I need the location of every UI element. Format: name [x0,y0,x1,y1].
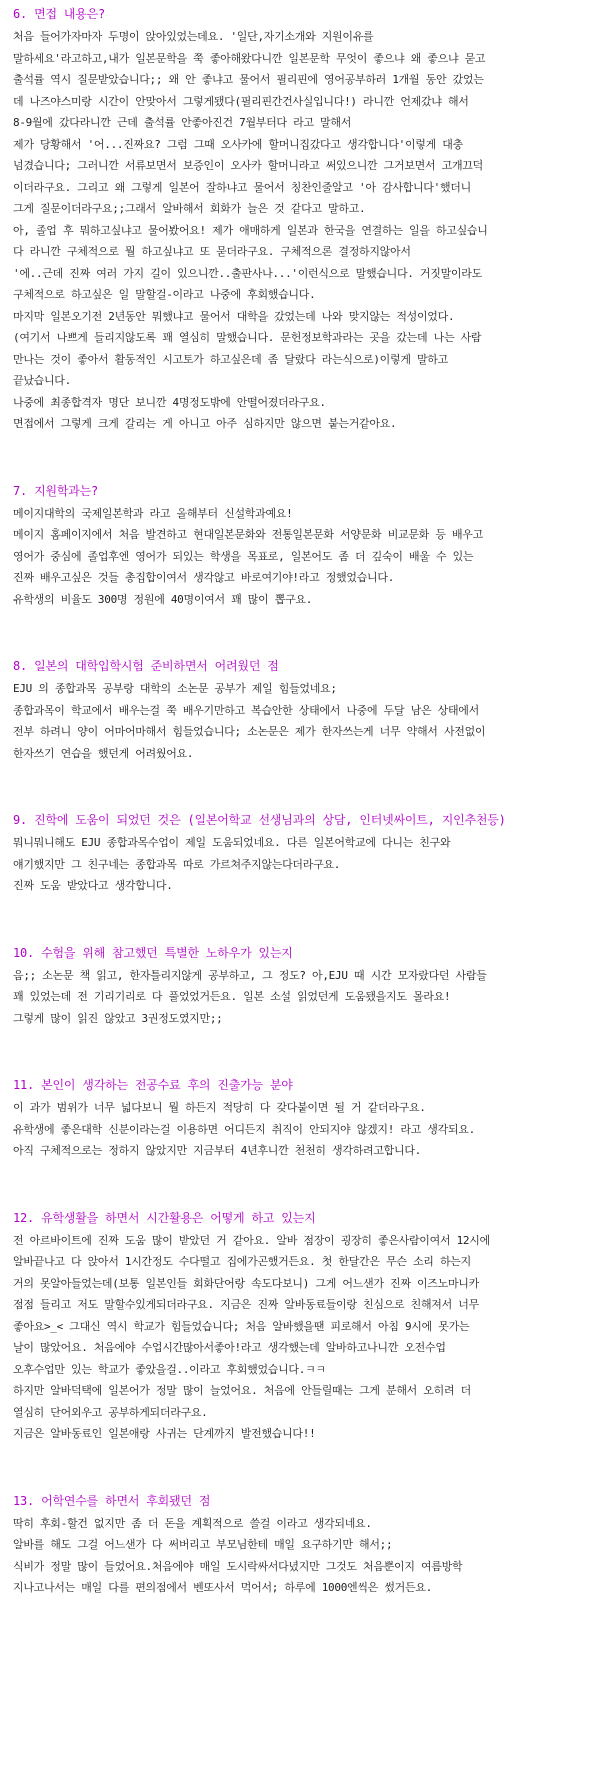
answer-line: 꽤 있었는데 전 기리기리로 다 풀었었거든요. 일본 소설 읽었던게 도움됐을지도 몰라요! [13,990,451,1003]
answer-line: 지나고나서는 매일 다를 편의점에서 벤또사서 먹어서; 하루에 1000엔씩은 썼거든요. [13,1581,432,1594]
answer-line: 날이 많았어요. 처음에야 수업시간많아서좋아!라고 생각했는데 알바하고나니깐 오전수업 [13,1341,446,1354]
answer-line: 한자쓰기 연습을 했던게 어려웠어요. [13,746,194,760]
qa-section [13,1210,588,1445]
answer-line: 넘겼습니다; 그러니깐 서류보면서 보증인이 오사카 할머니라고 써있으니깐 그거보면서 고개끄덕 [13,159,483,172]
answer-line: 점점 들리고 저도 말할수있게되더라구요. 지금은 진짜 알바동료들이랑 친심으로 친해져서 너무 [13,1298,479,1311]
answer-line: 영어가 중심에 졸업후엔 영어가 되있는 학생을 목표로, 일본어도 좀 더 깊숙이 배울 수 있는 [13,549,474,563]
answer-line: 뭐니뭐니해도 EJU 종합과목수업이 제일 도움되었네요. 다른 일본어학교에 다니는 친구와 [13,836,451,849]
section-heading: 12. 유학생활을 하면서 시간활용은 어떻게 하고 있는지 [13,1210,316,1225]
answer-line: 딱히 후회-할건 없지만 좀 더 돈을 계획적으로 쓸걸 이라고 생각되네요. [13,1516,372,1530]
answer-line: '에..근데 진짜 여러 가지 길이 있으니깐..출판사나...'이런식으로 말했습니다. 거짓말이라도 [13,266,482,280]
answer-line: 유학생의 비율도 300명 정원에 40명이여서 꽤 많이 뽑구요. [13,592,313,606]
answer-line: EJU 의 종합과목 공부랑 대학의 소논문 공부가 제일 힘들었네요; [13,682,337,695]
answer-line: 그게 질문이더라구요;;그래서 알바해서 회화가 늘은 것 같다고 말하고. [13,202,366,215]
answer-line: 이더라구요. 그리고 왜 그렇게 일본어 잘하냐고 물어서 칭찬인줄알고 '아 감사합니다'했더니 [13,180,471,194]
answer-line: 하지만 알바덕택에 일본어가 정말 많이 늘었어요. 처음에 안들릴때는 그게 분해서 오히려 더 [13,1384,471,1397]
answer-line: 메이지 홈페이지에서 처음 발견하고 현대일본문화와 전통일본문화 서양문화 비교문화 등 배우고 [13,528,483,541]
answer-line: 열심히 단어외우고 공부하게되더라구요. [13,1405,208,1419]
section-heading: 8. 일본의 대학입학시험 준비하면서 어려웠던 점 [13,659,279,673]
answer-line: 전부 하려니 양이 어마어마해서 힘들었습니다; 소논문은 제가 한자쓰는게 너무 약해서 사전없이 [13,725,486,738]
answer-line: 만나는 것이 좋아서 활동적인 시고토가 하고싶은데 좀 달랐다 라는식으로)이렇게 말하고 [13,352,448,366]
answer-line: 데 나즈야스미랑 시간이 안맞아서 그렇게됐다(필리핀간건사실입니다!) 라니깐 언제갔냐 해서 [13,94,469,108]
answer-line: 알바끝나고 다 앉아서 1시간정도 수다떨고 집에가곤했거든요. 첫 한달간은 무슨 소리 하는지 [13,1255,471,1268]
answer-line: 면접에서 그렇게 크게 갈리는 게 아니고 아주 심하지만 않으면 붙는거같아요. [13,417,397,430]
answer-line: 좋아요>_< 그대신 역시 학교가 힘들었습니다; 처음 알바했을땐 피로해서 아침 9시에 못가는 [13,1319,470,1333]
answer-line: 진짜 배우고싶은 것들 총집합이여서 생각않고 바로여기야!라고 정했었습니다. [13,571,395,584]
answer-line: 처음 들어가자마자 두명이 앉아있었는데요. '일단,자기소개와 지원이유를 [13,30,374,43]
answer-line: 아, 졸업 후 뭐하고싶냐고 물어봤어요! 제가 애매하게 일본과 한국을 연결하는 일을 하고싶습니 [13,223,488,237]
answer-line: 유학생에 좋은대학 신분이라는걸 이용하면 어디든지 취직이 안되지야 않겠지! 라고 생각되요. [13,1122,475,1136]
answer-line: 출석률 역시 질문받았습니다;; 왜 안 좋냐고 물어서 필리핀에 영어공부하러 1개월 동안 갔었는 [13,73,484,86]
answer-line: 진짜 도움 받았다고 생각합니다. [13,879,173,892]
answer-line: 나중에 최종합격자 명단 보니깐 4명정도밖에 안떨어졌더라구요. [13,395,326,409]
section-heading: 13. 어학연수를 하면서 후회됐던 점 [13,1493,211,1508]
answer-line: 말하세요'라고하고,내가 일본문학을 쭉 좋아해왔다니깐 일본문학 무엇이 좋으냐 왜 좋으냐 묻고 [13,51,486,65]
section-heading: 6. 면접 내용은? [13,7,106,21]
qa-section [13,483,588,611]
qa-section [13,658,588,764]
section-heading: 11. 본인이 생각하는 전공수료 후의 진출가능 분야 [13,1078,293,1092]
answer-line: 아직 구체적으로는 정하지 않았지만 지금부터 4년후니깐 천천히 생각하려고합니다. [13,1144,421,1157]
answer-line: 구체적으로 하고싶은 일 말할걸-이라고 나중에 후회했습니다. [13,288,316,301]
answer-line: 그렇게 많이 읽진 않았고 3권정도였지만;; [13,1011,223,1025]
answer-line: 이 과가 범위가 너무 넓다보니 뭘 하든지 적당히 다 갖다붙이면 될 거 같더라구요. [13,1101,426,1114]
qa-section [13,1493,588,1599]
answer-line: 다 라니깐 구체적으로 뭘 하고싶냐고 또 묻더라구요. 구체적으론 결정하지않아서 [13,245,411,258]
answer-line: 얘기했지만 그 친구네는 종합과목 따로 가르쳐주지않는다더라구요. [13,857,341,871]
section-heading: 7. 지원학과는? [13,483,99,498]
answer-line: 식비가 정말 많이 들었어요.처음에야 매일 도시락싸서다녔지만 그것도 처음뿐이지 여름방학 [13,1559,463,1573]
answer-line: 종합과목이 학교에서 배우는걸 쭉 배우기만하고 복습안한 상태에서 나중에 두달 남은 상태에서 [13,703,479,717]
section-heading: 9. 진학에 도움이 되었던 것은 (일본어학교 선생님과의 상담, 인터넷싸이트, 지인추천등) [13,813,506,827]
answer-line: (여기서 나쁘게 들리지않도록 꽤 열심히 말했습니다. 문헌정보학과라는 곳을 갔는데 나는 사람 [13,331,482,344]
answer-line: 전 아르바이트에 진짜 도움 많이 받았던 거 같아요. 알바 점장이 굉장히 좋은사람이여서 12시에 [13,1233,490,1247]
answer-line: 알바를 해도 그걸 어느샌가 다 써버리고 부모님한테 매일 요구하기만 해서;; [13,1538,393,1551]
section-heading: 10. 수험을 위해 참고했던 특별한 노하우가 있는지 [13,945,293,960]
answer-line: 거의 못알아들었는데(보통 일본인들 회화단어랑 속도다보니) 그게 어느샌가 진짜 이즈노마니카 [13,1276,479,1290]
answer-line: 메이지대학의 국제일본학과 라고 올해부터 신설학과예요! [13,506,293,520]
answer-line: 음;; 소논문 책 읽고, 한자틀리지않게 공부하고, 그 정도? 아,EJU 때 시간 모자랐다던 사람들 [13,968,487,982]
answer-line: 제가 당황해서 '어...진짜요? 그럼 그때 오사카에 할머니집갔다고 생각합니다'이렇게 대충 [13,137,463,151]
answer-line: 지금은 알바동료인 일본애랑 사귀는 단계까지 발전했습니다!! [13,1427,316,1440]
qa-section [13,945,588,1030]
qa-section [13,6,588,435]
answer-line: 마지막 일본오기전 2년동안 뭐했냐고 물어서 대학을 갔었는데 나와 맞지않는 적성이었다. [13,309,455,323]
answer-line: 끝났습니다. [13,374,71,387]
qa-section [13,1077,588,1162]
answer-line: 8-9월에 갔다라니깐 근데 출석률 안좋아진건 7월부터다 라고 말해서 [13,116,352,129]
answer-line: 오후수업만 있는 학교가 좋았을걸..이라고 후회했었습니다.ㅋㅋ [13,1362,326,1376]
qa-section [13,812,588,897]
